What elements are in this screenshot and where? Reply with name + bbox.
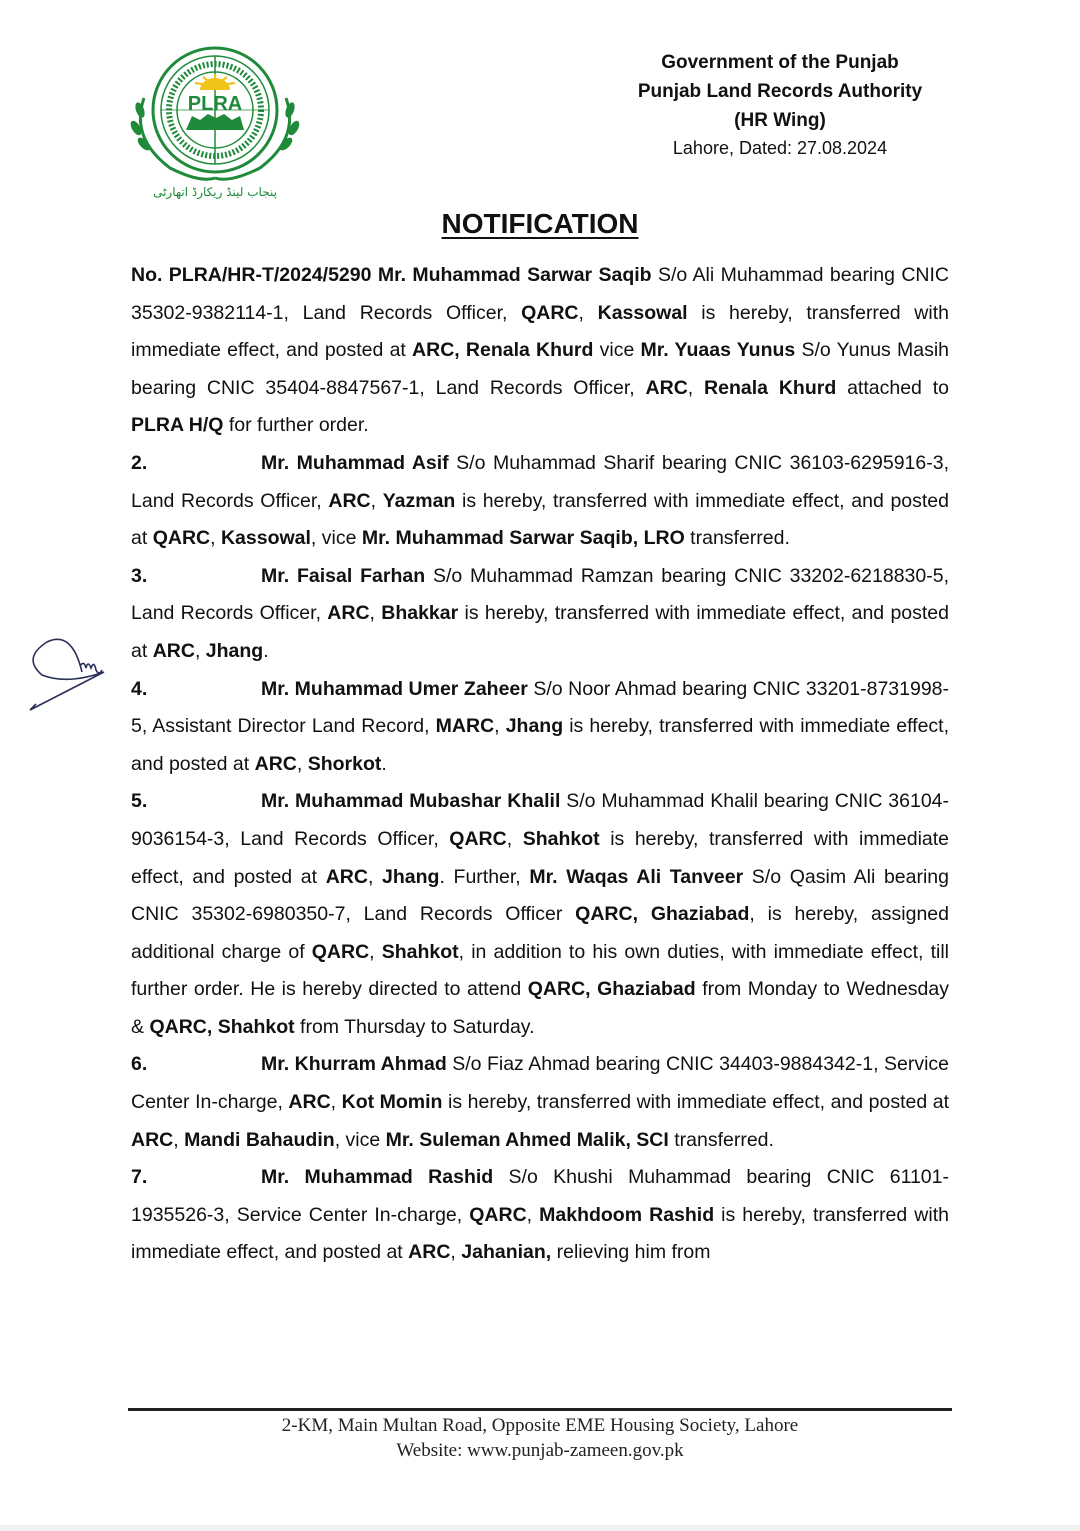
bold-text: QARC, Ghaziabad [575, 903, 750, 926]
document-title: NOTIFICATION [441, 208, 639, 239]
bold-text: Mr. Muhammad Rashid [261, 1166, 494, 1189]
bold-text: ARC, Renala Khurd [412, 339, 594, 362]
bold-text: Shorkot [307, 752, 382, 775]
bold-text: Yazman [382, 489, 456, 512]
text: is hereby, transferred with immediate effect, and posted at [131, 489, 949, 550]
text: S/o Yunus Masih bearing CNIC 35404-8847567-1, Land Records Officer, [131, 339, 949, 399]
text: S/o Qasim Ali bearing CNIC 35302-6980350-7, Land Records Officer [131, 865, 949, 926]
bold-text: Mr. Khurram Ahmad [261, 1053, 447, 1076]
text: from Thursday to Saturday. [294, 1015, 535, 1038]
text: vice [593, 339, 641, 362]
notification-paragraph [131, 558, 949, 671]
text: from Monday to Wednesday & [131, 978, 949, 1038]
text: S/o Fiaz Ahmad bearing CNIC 34403-9884342-1, Service Center In-charge, [131, 1053, 949, 1114]
bold-text: Mr. Muhammad Mubashar Khalil [261, 790, 561, 813]
text: for further order. [223, 414, 369, 437]
bold-text: QARC [449, 827, 507, 850]
bold-text: MARC [435, 715, 495, 738]
text: , [369, 602, 382, 625]
bold-text: Kassowal [597, 301, 688, 324]
text: , [506, 827, 523, 850]
bold-text: Mr. Waqas Ali Tanveer [529, 865, 744, 888]
footer-divider [128, 1408, 952, 1411]
notification-paragraph [131, 445, 949, 558]
notification-paragraph [131, 1046, 949, 1159]
page-bottom-edge [0, 1525, 1080, 1531]
text: , in addition to his own duties, with immediate effect, till further order. He is hereby directed to attend [131, 940, 950, 1001]
text: . Further, [439, 865, 530, 888]
text: , [210, 527, 221, 550]
bold-text: Jhang [382, 865, 440, 888]
text: , [526, 1203, 540, 1226]
text: , vice [334, 1128, 386, 1151]
text: , [173, 1128, 185, 1151]
paragraph-number: 6. [131, 1053, 148, 1076]
bold-text: ARC [131, 1128, 174, 1151]
text: , vice [310, 527, 362, 550]
bold-text: Kassowal [220, 527, 311, 550]
bold-text: QARC [311, 940, 370, 963]
bold-text: Shahkot [381, 940, 459, 963]
bold-text: Mr. Suleman Ahmed Malik, SCI [385, 1128, 669, 1151]
text: , [296, 752, 308, 775]
bold-text: Jhang [505, 715, 564, 738]
bold-text: Jahanian, [461, 1241, 552, 1264]
bold-text: QARC, Shahkot [149, 1015, 295, 1038]
bold-text: Mr. Muhammad Umer Zaheer [261, 677, 528, 700]
plra-logo [120, 38, 310, 203]
header-authority: Punjab Land Records Authority [637, 81, 923, 102]
letterhead [600, 48, 960, 162]
text: transferred. [684, 527, 790, 550]
bold-text: Jhang [205, 639, 264, 662]
text: S/o Ali Muhammad bearing CNIC 35302-9382114-1, Land Records Officer, [131, 264, 949, 324]
bold-text: ARC [254, 752, 297, 775]
bold-text: Makhdoom Rashid [539, 1203, 715, 1226]
bold-text: ARC [325, 865, 368, 888]
paragraph-number: 7. [131, 1166, 148, 1189]
logo-text: PLRA [187, 93, 243, 115]
bold-text: Mr. Faisal Farhan [261, 564, 426, 587]
text: is hereby, transferred with immediate effect, and posted at [131, 301, 949, 362]
header-wing: (HR Wing) [734, 110, 826, 131]
bold-text: Bhakkar [381, 602, 459, 625]
bold-text: QARC [521, 301, 579, 324]
paragraph-number: 5. [131, 790, 148, 813]
text: is hereby, transferred with immediate effect, and posted at [131, 602, 949, 662]
text: is hereby, transferred with immediate effect, and posted at [131, 715, 950, 775]
text: S/o Muhammad Ramzan bearing CNIC 33202-6218830-5, Land Records Officer, [131, 564, 949, 625]
signature-icon [22, 630, 112, 720]
text: , [578, 301, 598, 324]
logo-urdu-text: پنجاب لینڈ ریکارڈ اتھارٹی [153, 185, 277, 199]
bold-text: Renala Khurd [704, 376, 837, 399]
bold-text: PLRA H/Q [131, 414, 224, 437]
text: is hereby, transferred with immediate effect, and posted at [442, 1091, 950, 1114]
text: , [367, 865, 383, 888]
bold-text: ARC [152, 639, 195, 662]
footer [0, 1413, 1080, 1463]
bold-text: QARC [469, 1203, 527, 1226]
bold-text: ARC [328, 489, 371, 512]
text: , [194, 639, 206, 662]
text: , [369, 940, 382, 963]
paragraph-number: 4. [131, 677, 148, 700]
bold-text: Kot Momin [341, 1091, 443, 1114]
paragraph-number: 3. [131, 564, 148, 587]
notification-paragraph [131, 1159, 949, 1272]
bold-text: ARC [288, 1091, 331, 1114]
bold-text: Shahkot [522, 827, 600, 850]
text: . [381, 752, 387, 775]
footer-website: Website: www.punjab-zameen.gov.pk [396, 1440, 684, 1461]
text: is hereby, transferred with immediate effect, and posted at [131, 827, 950, 888]
text: , [687, 376, 705, 399]
signature [22, 630, 112, 720]
text: , is hereby, assigned additional charge of [131, 903, 949, 963]
bold-text: ARC [408, 1241, 451, 1264]
bold-text: Mr. Muhammad Sarwar Saqib, LRO [361, 527, 685, 550]
bold-text: ARC [645, 376, 688, 399]
bold-text: QARC [152, 527, 211, 550]
plra-emblem-icon [120, 38, 310, 203]
notification-body [131, 257, 949, 1272]
text: , [370, 489, 383, 512]
text: S/o Muhammad Sharif bearing CNIC 36103-6295916-3, Land Records Officer, [131, 451, 949, 512]
bold-text: ARC [327, 602, 370, 625]
paragraph-number: 2. [131, 451, 148, 474]
text: transferred. [668, 1128, 774, 1151]
bold-text: No. PLRA/HR-T/2024/5290 Mr. Muhammad Sarwar Saqib [131, 264, 652, 286]
text: relieving him from [551, 1241, 711, 1264]
text: is hereby, transferred with immediate effect, and posted at [131, 1203, 949, 1264]
text: attached to [836, 376, 949, 399]
text: . [263, 639, 269, 662]
text: S/o Khushi Muhammad bearing CNIC 61101-1935526-3, Service Center In-charge, [131, 1166, 949, 1226]
header-government: Government of the Punjab [661, 52, 899, 73]
notification-paragraph [131, 671, 949, 784]
notification-paragraph [131, 257, 949, 445]
footer-address: 2-KM, Main Multan Road, Opposite EME Housing Society, Lahore [281, 1415, 799, 1436]
text: , [330, 1091, 342, 1114]
text: S/o Muhammad Khalil bearing CNIC 36104-9036154-3, Land Records Officer, [131, 790, 949, 850]
bold-text: QARC, Ghaziabad [527, 978, 696, 1001]
bold-text: Mandi Bahaudin [184, 1128, 335, 1151]
header-date: Lahore, Dated: 27.08.2024 [672, 138, 888, 158]
notification-paragraph [131, 783, 949, 1046]
text: , [494, 715, 506, 738]
bold-text: Mr. Yuaas Yunus [640, 339, 796, 362]
bold-text: Mr. Muhammad Asif [261, 451, 449, 474]
text: , [450, 1241, 462, 1264]
text: S/o Noor Ahmad bearing CNIC 33201-8731998-5, Assistant Director Land Record, [131, 677, 950, 738]
